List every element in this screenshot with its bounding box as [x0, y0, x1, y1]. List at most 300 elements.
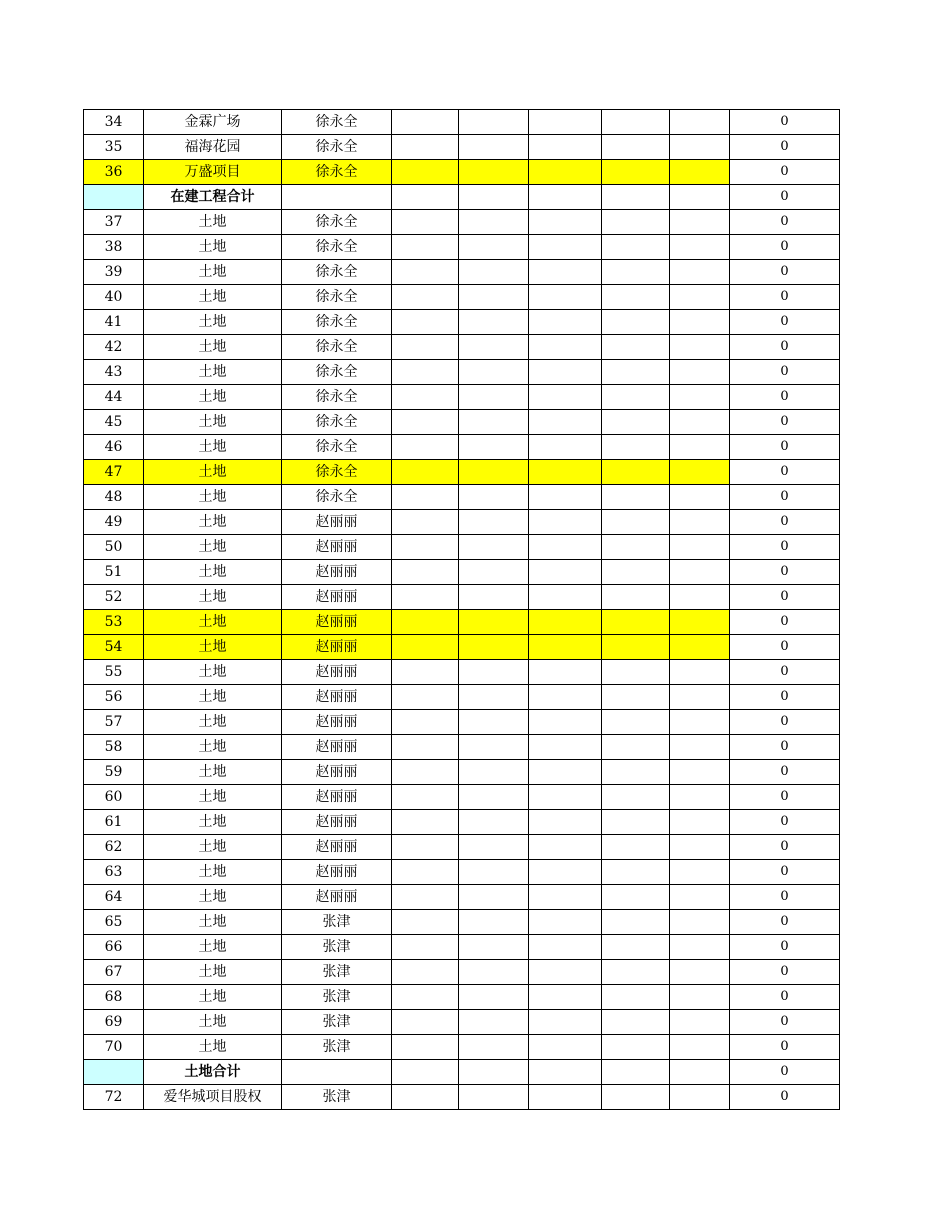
empty-cell[interactable]	[602, 935, 670, 960]
empty-cell[interactable]	[670, 535, 730, 560]
empty-cell[interactable]	[602, 560, 670, 585]
total-cell[interactable]: 0	[730, 510, 840, 535]
row-number-cell[interactable]: 49	[84, 510, 144, 535]
empty-cell[interactable]	[670, 260, 730, 285]
empty-cell[interactable]	[529, 385, 602, 410]
empty-cell[interactable]	[602, 235, 670, 260]
empty-cell[interactable]	[459, 1060, 529, 1085]
row-number-cell[interactable]: 46	[84, 435, 144, 460]
empty-cell[interactable]	[459, 510, 529, 535]
empty-cell[interactable]	[459, 435, 529, 460]
empty-cell[interactable]	[602, 485, 670, 510]
empty-cell[interactable]	[459, 585, 529, 610]
person-cell[interactable]: 赵丽丽	[282, 860, 392, 885]
empty-cell[interactable]	[392, 435, 459, 460]
empty-cell[interactable]	[670, 560, 730, 585]
empty-cell[interactable]	[459, 810, 529, 835]
total-cell[interactable]: 0	[730, 785, 840, 810]
row-number-cell[interactable]: 39	[84, 260, 144, 285]
total-cell[interactable]: 0	[730, 910, 840, 935]
empty-cell[interactable]	[529, 1060, 602, 1085]
person-cell[interactable]: 赵丽丽	[282, 560, 392, 585]
project-name-cell[interactable]: 金霖广场	[144, 110, 282, 135]
empty-cell[interactable]	[670, 335, 730, 360]
project-name-cell[interactable]: 土地	[144, 260, 282, 285]
empty-cell[interactable]	[459, 735, 529, 760]
empty-cell[interactable]	[529, 835, 602, 860]
empty-cell[interactable]	[392, 110, 459, 135]
person-cell[interactable]: 赵丽丽	[282, 810, 392, 835]
project-name-cell[interactable]: 土地	[144, 585, 282, 610]
person-cell[interactable]: 赵丽丽	[282, 735, 392, 760]
project-name-cell[interactable]: 土地	[144, 610, 282, 635]
empty-cell[interactable]	[459, 910, 529, 935]
project-name-cell[interactable]: 土地	[144, 510, 282, 535]
empty-cell[interactable]	[529, 135, 602, 160]
total-cell[interactable]: 0	[730, 135, 840, 160]
empty-cell[interactable]	[670, 185, 730, 210]
row-number-cell[interactable]: 45	[84, 410, 144, 435]
empty-cell[interactable]	[529, 610, 602, 635]
empty-cell[interactable]	[529, 735, 602, 760]
empty-cell[interactable]	[602, 360, 670, 385]
person-cell[interactable]: 徐永全	[282, 210, 392, 235]
empty-cell[interactable]	[529, 960, 602, 985]
row-number-cell[interactable]: 41	[84, 310, 144, 335]
empty-cell[interactable]	[529, 885, 602, 910]
empty-cell[interactable]	[670, 385, 730, 410]
empty-cell[interactable]	[459, 385, 529, 410]
project-name-cell[interactable]: 福海花园	[144, 135, 282, 160]
project-name-cell[interactable]: 土地	[144, 410, 282, 435]
empty-cell[interactable]	[529, 260, 602, 285]
empty-cell[interactable]	[529, 935, 602, 960]
empty-cell[interactable]	[459, 410, 529, 435]
empty-cell[interactable]	[459, 460, 529, 485]
row-number-cell[interactable]: 63	[84, 860, 144, 885]
total-cell[interactable]: 0	[730, 260, 840, 285]
empty-cell[interactable]	[602, 110, 670, 135]
empty-cell[interactable]	[602, 660, 670, 685]
row-number-cell[interactable]: 62	[84, 835, 144, 860]
empty-cell[interactable]	[529, 485, 602, 510]
person-cell[interactable]: 徐永全	[282, 385, 392, 410]
empty-cell[interactable]	[529, 210, 602, 235]
empty-cell[interactable]	[670, 110, 730, 135]
total-cell[interactable]: 0	[730, 335, 840, 360]
empty-cell[interactable]	[529, 660, 602, 685]
empty-cell[interactable]	[529, 460, 602, 485]
empty-cell[interactable]	[602, 285, 670, 310]
total-cell[interactable]: 0	[730, 860, 840, 885]
empty-cell[interactable]	[392, 710, 459, 735]
empty-cell[interactable]	[670, 410, 730, 435]
empty-cell[interactable]	[670, 1010, 730, 1035]
empty-cell[interactable]	[392, 360, 459, 385]
project-name-cell[interactable]: 土地	[144, 635, 282, 660]
empty-cell[interactable]	[392, 985, 459, 1010]
empty-cell[interactable]	[602, 910, 670, 935]
empty-cell[interactable]	[529, 860, 602, 885]
empty-cell[interactable]	[670, 460, 730, 485]
empty-cell[interactable]	[602, 260, 670, 285]
empty-cell[interactable]	[459, 935, 529, 960]
empty-cell[interactable]	[670, 710, 730, 735]
empty-cell[interactable]	[602, 635, 670, 660]
total-cell[interactable]: 0	[730, 385, 840, 410]
project-name-cell[interactable]: 在建工程合计	[144, 185, 282, 210]
empty-cell[interactable]	[602, 885, 670, 910]
person-cell[interactable]: 徐永全	[282, 285, 392, 310]
empty-cell[interactable]	[392, 960, 459, 985]
empty-cell[interactable]	[459, 760, 529, 785]
empty-cell[interactable]	[459, 610, 529, 635]
project-name-cell[interactable]: 土地	[144, 235, 282, 260]
empty-cell[interactable]	[529, 510, 602, 535]
total-cell[interactable]: 0	[730, 1035, 840, 1060]
empty-cell[interactable]	[459, 1035, 529, 1060]
empty-cell[interactable]	[392, 635, 459, 660]
empty-cell[interactable]	[392, 310, 459, 335]
empty-cell[interactable]	[459, 710, 529, 735]
empty-cell[interactable]	[459, 785, 529, 810]
total-cell[interactable]: 0	[730, 1085, 840, 1110]
person-cell[interactable]: 赵丽丽	[282, 610, 392, 635]
empty-cell[interactable]	[459, 135, 529, 160]
empty-cell[interactable]	[392, 860, 459, 885]
row-number-cell[interactable]: 59	[84, 760, 144, 785]
project-name-cell[interactable]: 土地	[144, 760, 282, 785]
total-cell[interactable]: 0	[730, 185, 840, 210]
empty-cell[interactable]	[602, 310, 670, 335]
person-cell[interactable]: 张津	[282, 1035, 392, 1060]
person-cell[interactable]: 赵丽丽	[282, 835, 392, 860]
empty-cell[interactable]	[602, 985, 670, 1010]
empty-cell[interactable]	[529, 435, 602, 460]
empty-cell[interactable]	[529, 160, 602, 185]
empty-cell[interactable]	[670, 835, 730, 860]
empty-cell[interactable]	[602, 835, 670, 860]
empty-cell[interactable]	[670, 360, 730, 385]
empty-cell[interactable]	[529, 560, 602, 585]
empty-cell[interactable]	[602, 710, 670, 735]
person-cell[interactable]: 徐永全	[282, 135, 392, 160]
empty-cell[interactable]	[602, 860, 670, 885]
empty-cell[interactable]	[459, 110, 529, 135]
row-number-cell[interactable]: 50	[84, 535, 144, 560]
person-cell[interactable]: 张津	[282, 985, 392, 1010]
total-cell[interactable]: 0	[730, 535, 840, 560]
empty-cell[interactable]	[392, 610, 459, 635]
empty-cell[interactable]	[392, 285, 459, 310]
empty-cell[interactable]	[670, 510, 730, 535]
row-number-cell[interactable]: 70	[84, 1035, 144, 1060]
empty-cell[interactable]	[392, 1060, 459, 1085]
project-name-cell[interactable]: 土地	[144, 560, 282, 585]
empty-cell[interactable]	[459, 860, 529, 885]
empty-cell[interactable]	[459, 310, 529, 335]
total-cell[interactable]: 0	[730, 235, 840, 260]
project-name-cell[interactable]: 土地	[144, 985, 282, 1010]
empty-cell[interactable]	[670, 485, 730, 510]
empty-cell[interactable]	[392, 585, 459, 610]
row-number-cell[interactable]: 56	[84, 685, 144, 710]
project-name-cell[interactable]: 土地	[144, 935, 282, 960]
person-cell[interactable]: 徐永全	[282, 435, 392, 460]
empty-cell[interactable]	[670, 935, 730, 960]
empty-cell[interactable]	[459, 160, 529, 185]
project-name-cell[interactable]: 爱华城项目股权	[144, 1085, 282, 1110]
total-cell[interactable]: 0	[730, 610, 840, 635]
empty-cell[interactable]	[670, 210, 730, 235]
empty-cell[interactable]	[670, 760, 730, 785]
empty-cell[interactable]	[602, 610, 670, 635]
row-number-cell[interactable]: 36	[84, 160, 144, 185]
row-number-cell[interactable]: 54	[84, 635, 144, 660]
empty-cell[interactable]	[602, 735, 670, 760]
empty-cell[interactable]	[392, 160, 459, 185]
project-name-cell[interactable]: 土地	[144, 335, 282, 360]
empty-cell[interactable]	[529, 685, 602, 710]
project-name-cell[interactable]: 万盛项目	[144, 160, 282, 185]
empty-cell[interactable]	[392, 910, 459, 935]
empty-cell[interactable]	[670, 235, 730, 260]
empty-cell[interactable]	[602, 135, 670, 160]
empty-cell[interactable]	[392, 1085, 459, 1110]
person-cell[interactable]: 徐永全	[282, 110, 392, 135]
empty-cell[interactable]	[459, 360, 529, 385]
project-name-cell[interactable]: 土地	[144, 660, 282, 685]
empty-cell[interactable]	[602, 510, 670, 535]
row-number-cell[interactable]: 38	[84, 235, 144, 260]
total-cell[interactable]: 0	[730, 110, 840, 135]
project-name-cell[interactable]: 土地	[144, 685, 282, 710]
project-name-cell[interactable]: 土地	[144, 460, 282, 485]
person-cell[interactable]: 赵丽丽	[282, 760, 392, 785]
row-number-cell[interactable]: 52	[84, 585, 144, 610]
empty-cell[interactable]	[670, 985, 730, 1010]
empty-cell[interactable]	[670, 735, 730, 760]
empty-cell[interactable]	[392, 410, 459, 435]
empty-cell[interactable]	[529, 360, 602, 385]
empty-cell[interactable]	[392, 460, 459, 485]
empty-cell[interactable]	[529, 785, 602, 810]
person-cell[interactable]	[282, 185, 392, 210]
empty-cell[interactable]	[392, 210, 459, 235]
empty-cell[interactable]	[602, 385, 670, 410]
empty-cell[interactable]	[602, 760, 670, 785]
total-cell[interactable]: 0	[730, 360, 840, 385]
empty-cell[interactable]	[392, 810, 459, 835]
project-name-cell[interactable]: 土地	[144, 435, 282, 460]
person-cell[interactable]: 徐永全	[282, 310, 392, 335]
person-cell[interactable]: 赵丽丽	[282, 710, 392, 735]
empty-cell[interactable]	[392, 135, 459, 160]
empty-cell[interactable]	[392, 760, 459, 785]
empty-cell[interactable]	[602, 1085, 670, 1110]
row-number-cell[interactable]: 60	[84, 785, 144, 810]
empty-cell[interactable]	[670, 960, 730, 985]
total-cell[interactable]: 0	[730, 685, 840, 710]
empty-cell[interactable]	[392, 260, 459, 285]
empty-cell[interactable]	[670, 1035, 730, 1060]
empty-cell[interactable]	[529, 1010, 602, 1035]
total-cell[interactable]: 0	[730, 935, 840, 960]
total-cell[interactable]: 0	[730, 160, 840, 185]
empty-cell[interactable]	[670, 660, 730, 685]
empty-cell[interactable]	[459, 335, 529, 360]
empty-cell[interactable]	[459, 285, 529, 310]
empty-cell[interactable]	[459, 685, 529, 710]
empty-cell[interactable]	[459, 885, 529, 910]
person-cell[interactable]: 徐永全	[282, 460, 392, 485]
empty-cell[interactable]	[670, 310, 730, 335]
empty-cell[interactable]	[392, 510, 459, 535]
empty-cell[interactable]	[529, 760, 602, 785]
total-cell[interactable]: 0	[730, 885, 840, 910]
row-number-cell[interactable]	[84, 1060, 144, 1085]
row-number-cell[interactable]: 64	[84, 885, 144, 910]
empty-cell[interactable]	[392, 1035, 459, 1060]
total-cell[interactable]: 0	[730, 310, 840, 335]
row-number-cell[interactable]: 66	[84, 935, 144, 960]
total-cell[interactable]: 0	[730, 210, 840, 235]
total-cell[interactable]: 0	[730, 810, 840, 835]
empty-cell[interactable]	[529, 710, 602, 735]
empty-cell[interactable]	[529, 635, 602, 660]
project-name-cell[interactable]: 土地	[144, 360, 282, 385]
empty-cell[interactable]	[392, 685, 459, 710]
empty-cell[interactable]	[670, 910, 730, 935]
person-cell[interactable]: 赵丽丽	[282, 785, 392, 810]
person-cell[interactable]: 张津	[282, 1010, 392, 1035]
total-cell[interactable]: 0	[730, 760, 840, 785]
empty-cell[interactable]	[392, 185, 459, 210]
empty-cell[interactable]	[602, 460, 670, 485]
person-cell[interactable]: 徐永全	[282, 235, 392, 260]
row-number-cell[interactable]: 43	[84, 360, 144, 385]
person-cell[interactable]	[282, 1060, 392, 1085]
empty-cell[interactable]	[602, 185, 670, 210]
total-cell[interactable]: 0	[730, 635, 840, 660]
person-cell[interactable]: 赵丽丽	[282, 660, 392, 685]
empty-cell[interactable]	[670, 810, 730, 835]
empty-cell[interactable]	[602, 210, 670, 235]
total-cell[interactable]: 0	[730, 410, 840, 435]
person-cell[interactable]: 张津	[282, 960, 392, 985]
empty-cell[interactable]	[602, 535, 670, 560]
row-number-cell[interactable]: 47	[84, 460, 144, 485]
empty-cell[interactable]	[459, 1085, 529, 1110]
empty-cell[interactable]	[529, 310, 602, 335]
empty-cell[interactable]	[392, 885, 459, 910]
project-name-cell[interactable]: 土地	[144, 1010, 282, 1035]
empty-cell[interactable]	[459, 635, 529, 660]
project-name-cell[interactable]: 土地	[144, 310, 282, 335]
empty-cell[interactable]	[670, 785, 730, 810]
empty-cell[interactable]	[602, 435, 670, 460]
empty-cell[interactable]	[529, 335, 602, 360]
empty-cell[interactable]	[670, 635, 730, 660]
person-cell[interactable]: 徐永全	[282, 410, 392, 435]
person-cell[interactable]: 张津	[282, 935, 392, 960]
project-name-cell[interactable]: 土地合计	[144, 1060, 282, 1085]
empty-cell[interactable]	[392, 485, 459, 510]
row-number-cell[interactable]: 65	[84, 910, 144, 935]
empty-cell[interactable]	[602, 335, 670, 360]
total-cell[interactable]: 0	[730, 960, 840, 985]
total-cell[interactable]: 0	[730, 710, 840, 735]
person-cell[interactable]: 赵丽丽	[282, 635, 392, 660]
person-cell[interactable]: 赵丽丽	[282, 510, 392, 535]
empty-cell[interactable]	[670, 860, 730, 885]
empty-cell[interactable]	[459, 210, 529, 235]
empty-cell[interactable]	[670, 1085, 730, 1110]
project-name-cell[interactable]: 土地	[144, 535, 282, 560]
empty-cell[interactable]	[602, 585, 670, 610]
empty-cell[interactable]	[459, 260, 529, 285]
row-number-cell[interactable]: 68	[84, 985, 144, 1010]
project-name-cell[interactable]: 土地	[144, 910, 282, 935]
empty-cell[interactable]	[529, 535, 602, 560]
empty-cell[interactable]	[529, 185, 602, 210]
row-number-cell[interactable]: 42	[84, 335, 144, 360]
row-number-cell[interactable]: 37	[84, 210, 144, 235]
project-name-cell[interactable]: 土地	[144, 1035, 282, 1060]
empty-cell[interactable]	[459, 560, 529, 585]
total-cell[interactable]: 0	[730, 285, 840, 310]
empty-cell[interactable]	[392, 835, 459, 860]
empty-cell[interactable]	[602, 160, 670, 185]
empty-cell[interactable]	[392, 535, 459, 560]
total-cell[interactable]: 0	[730, 1060, 840, 1085]
person-cell[interactable]: 张津	[282, 1085, 392, 1110]
empty-cell[interactable]	[459, 835, 529, 860]
project-name-cell[interactable]: 土地	[144, 785, 282, 810]
total-cell[interactable]: 0	[730, 585, 840, 610]
total-cell[interactable]: 0	[730, 560, 840, 585]
empty-cell[interactable]	[392, 235, 459, 260]
empty-cell[interactable]	[392, 785, 459, 810]
row-number-cell[interactable]: 40	[84, 285, 144, 310]
empty-cell[interactable]	[529, 910, 602, 935]
row-number-cell[interactable]: 53	[84, 610, 144, 635]
total-cell[interactable]: 0	[730, 435, 840, 460]
row-number-cell[interactable]: 67	[84, 960, 144, 985]
row-number-cell[interactable]: 57	[84, 710, 144, 735]
project-name-cell[interactable]: 土地	[144, 860, 282, 885]
person-cell[interactable]: 徐永全	[282, 260, 392, 285]
empty-cell[interactable]	[670, 1060, 730, 1085]
empty-cell[interactable]	[602, 410, 670, 435]
person-cell[interactable]: 张津	[282, 910, 392, 935]
project-name-cell[interactable]: 土地	[144, 210, 282, 235]
person-cell[interactable]: 徐永全	[282, 485, 392, 510]
person-cell[interactable]: 赵丽丽	[282, 885, 392, 910]
empty-cell[interactable]	[670, 135, 730, 160]
person-cell[interactable]: 徐永全	[282, 360, 392, 385]
empty-cell[interactable]	[670, 885, 730, 910]
row-number-cell[interactable]: 51	[84, 560, 144, 585]
empty-cell[interactable]	[529, 1085, 602, 1110]
empty-cell[interactable]	[529, 585, 602, 610]
project-name-cell[interactable]: 土地	[144, 885, 282, 910]
project-name-cell[interactable]: 土地	[144, 960, 282, 985]
empty-cell[interactable]	[602, 785, 670, 810]
empty-cell[interactable]	[602, 1010, 670, 1035]
empty-cell[interactable]	[459, 1010, 529, 1035]
total-cell[interactable]: 0	[730, 460, 840, 485]
